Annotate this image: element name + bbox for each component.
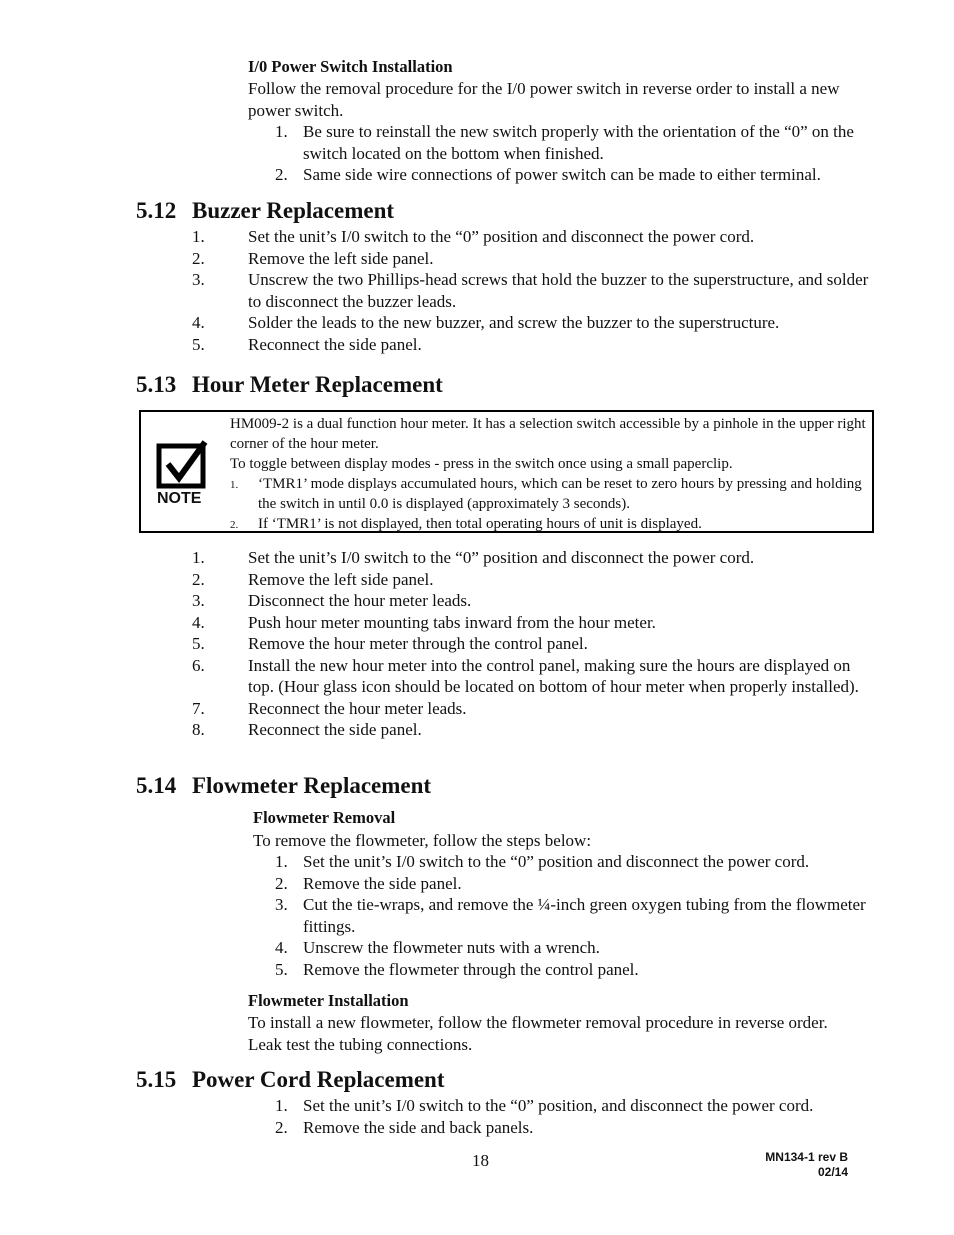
list-item bbox=[192, 226, 875, 248]
list-item bbox=[230, 514, 870, 534]
switch-install-steps bbox=[275, 121, 875, 186]
list-item bbox=[192, 269, 875, 312]
list-item-text: Solder the leads to the new buzzer, and screw the buzzer to the superstructure. bbox=[248, 313, 780, 332]
list-item bbox=[275, 851, 875, 873]
list-item-number: 5. bbox=[192, 334, 205, 354]
switch-install-intro: Follow the removal procedure for the I/0 power switch in reverse order to install a new power switch. bbox=[248, 79, 840, 120]
list-item-number: 4. bbox=[192, 313, 205, 332]
list-item-text: Unscrew the flowmeter nuts with a wrench. bbox=[303, 938, 600, 957]
section-title: Power Cord Replacement bbox=[192, 1067, 445, 1092]
list-item-text: Remove the hour meter through the control panel. bbox=[248, 634, 588, 653]
list-item bbox=[275, 1117, 875, 1139]
list-item-text: Reconnect the side panel. bbox=[248, 334, 422, 354]
list-item-text: Remove the left side panel. bbox=[248, 248, 434, 268]
list-item-text: Push hour meter mounting tabs inward from the hour meter. bbox=[248, 612, 656, 632]
list-item bbox=[275, 1095, 875, 1117]
list-item-number: 1. bbox=[275, 122, 288, 141]
list-item-text: Unscrew the two Phillips-head screws that hold the buzzer to the superstructure, and solder to disconnect the buzzer leads. bbox=[248, 270, 869, 311]
list-item-text: Set the unit’s I/0 switch to the “0” position and disconnect the power cord. bbox=[248, 227, 755, 246]
list-item bbox=[275, 121, 875, 164]
section-title: Flowmeter Replacement bbox=[192, 773, 432, 798]
page-number: 18 bbox=[472, 1151, 489, 1170]
section-number: 5.14 bbox=[136, 773, 177, 798]
flowmeter-install-text: To install a new flowmeter, follow the flowmeter removal procedure in reverse order. Leak test the tubing connections. bbox=[248, 1013, 828, 1054]
section-5-12-heading bbox=[136, 198, 394, 224]
list-item-text: Set the unit’s I/0 switch to the “0” position and disconnect the power cord. bbox=[248, 548, 755, 567]
list-item bbox=[192, 698, 875, 720]
list-item-number: 1. bbox=[192, 548, 205, 567]
list-item bbox=[192, 547, 875, 569]
section-title: Buzzer Replacement bbox=[192, 198, 395, 223]
list-item bbox=[275, 164, 875, 186]
list-item bbox=[192, 719, 875, 741]
list-item bbox=[192, 612, 875, 634]
note-icon bbox=[155, 440, 211, 512]
list-item bbox=[275, 894, 875, 937]
list-item bbox=[275, 937, 875, 959]
list-item-text: Set the unit’s I/0 switch to the “0” position, and disconnect the power cord. bbox=[303, 1096, 814, 1115]
list-item bbox=[192, 590, 875, 612]
list-item-number: 7. bbox=[192, 698, 205, 718]
list-item-text: Be sure to reinstall the new switch properly with the orientation of the “0” on the switch located on the bottom when finished. bbox=[303, 122, 854, 163]
doc-id: MN134-1 rev B bbox=[765, 1150, 848, 1164]
list-item-number: 2. bbox=[275, 1117, 288, 1137]
list-item bbox=[275, 873, 875, 895]
flowmeter-removal-intro: To remove the flowmeter, follow the steps below: bbox=[253, 831, 592, 850]
list-item bbox=[192, 312, 875, 334]
list-item bbox=[192, 248, 875, 270]
list-item-text: If ‘TMR1’ is not displayed, then total operating hours of unit is displayed. bbox=[258, 516, 702, 532]
switch-install-heading: I/0 Power Switch Installation bbox=[248, 57, 453, 76]
list-item-number: 1. bbox=[275, 1096, 288, 1115]
list-item-number: 5. bbox=[275, 959, 288, 979]
list-item bbox=[275, 959, 875, 981]
list-item-number: 3. bbox=[192, 270, 205, 289]
doc-date: 02/14 bbox=[817, 1165, 848, 1179]
section-number: 5.15 bbox=[136, 1067, 177, 1092]
note-line-1: HM009-2 is a dual function hour meter. It has a selection switch accessible by a pinhole in the upper right corner of the hour meter. bbox=[230, 416, 866, 452]
section-number: 5.12 bbox=[136, 198, 177, 223]
list-item-number: 2. bbox=[275, 873, 288, 893]
list-item-number: 4. bbox=[192, 612, 205, 632]
note-line-2: To toggle between display modes - press in the switch once using a small paperclip. bbox=[230, 456, 733, 472]
list-item bbox=[230, 474, 870, 514]
list-item-text: Remove the left side panel. bbox=[248, 569, 434, 589]
list-item-text: Remove the flowmeter through the control panel. bbox=[303, 959, 639, 979]
list-item-text: Disconnect the hour meter leads. bbox=[248, 591, 472, 610]
list-item bbox=[192, 655, 875, 698]
list-item-number: 2. bbox=[230, 519, 239, 531]
list-item bbox=[192, 633, 875, 655]
buzzer-steps bbox=[192, 226, 875, 355]
list-item-number: 3. bbox=[192, 591, 205, 610]
power-cord-steps bbox=[275, 1095, 875, 1138]
note-items bbox=[230, 474, 870, 534]
list-item-text: Set the unit’s I/0 switch to the “0” position and disconnect the power cord. bbox=[303, 852, 810, 871]
section-5-15-heading bbox=[136, 1067, 445, 1093]
list-item-number: 2. bbox=[192, 248, 205, 268]
list-item-text: ‘TMR1’ mode displays accumulated hours, which can be reset to zero hours by pressing and holding the switch in until 0.0 is displayed (approximately 3 seconds). bbox=[258, 476, 862, 512]
list-item-number: 3. bbox=[275, 895, 288, 914]
section-5-13-heading bbox=[136, 372, 443, 398]
list-item-number: 5. bbox=[192, 634, 205, 653]
list-item-text: Same side wire connections of power switch can be made to either terminal. bbox=[303, 165, 821, 184]
list-item-text: Cut the tie-wraps, and remove the ¼-inch green oxygen tubing from the flowmeter fittings. bbox=[303, 895, 866, 936]
list-item bbox=[192, 334, 875, 356]
list-item-text: Reconnect the hour meter leads. bbox=[248, 698, 467, 718]
flowmeter-removal-heading: Flowmeter Removal bbox=[253, 808, 396, 827]
list-item-number: 1. bbox=[275, 852, 288, 871]
list-item-text: Remove the side and back panels. bbox=[303, 1117, 534, 1137]
list-item-number: 2. bbox=[275, 165, 288, 184]
note-text bbox=[230, 414, 870, 534]
list-item-text: Install the new hour meter into the control panel, making sure the hours are displayed on top. (Hour glass icon should be located on bottom of hour meter when properly installed). bbox=[248, 655, 859, 696]
section-number: 5.13 bbox=[136, 372, 177, 397]
list-item-number: 8. bbox=[192, 720, 205, 739]
list-item-text: Remove the side panel. bbox=[303, 873, 462, 893]
hour-meter-steps bbox=[192, 547, 875, 741]
list-item-number: 6. bbox=[192, 655, 205, 675]
list-item-number: 4. bbox=[275, 938, 288, 957]
list-item-number: 1. bbox=[230, 479, 239, 491]
list-item bbox=[192, 569, 875, 591]
section-title: Hour Meter Replacement bbox=[192, 372, 443, 397]
flowmeter-removal-steps bbox=[275, 851, 875, 980]
flowmeter-install-heading: Flowmeter Installation bbox=[248, 991, 409, 1010]
list-item-text: Reconnect the side panel. bbox=[248, 720, 422, 739]
section-5-14-heading bbox=[136, 773, 431, 799]
note-label: NOTE bbox=[157, 490, 202, 507]
note-box bbox=[139, 410, 874, 533]
list-item-number: 1. bbox=[192, 227, 205, 246]
doc-reference bbox=[700, 1150, 848, 1180]
list-item-number: 2. bbox=[192, 569, 205, 589]
